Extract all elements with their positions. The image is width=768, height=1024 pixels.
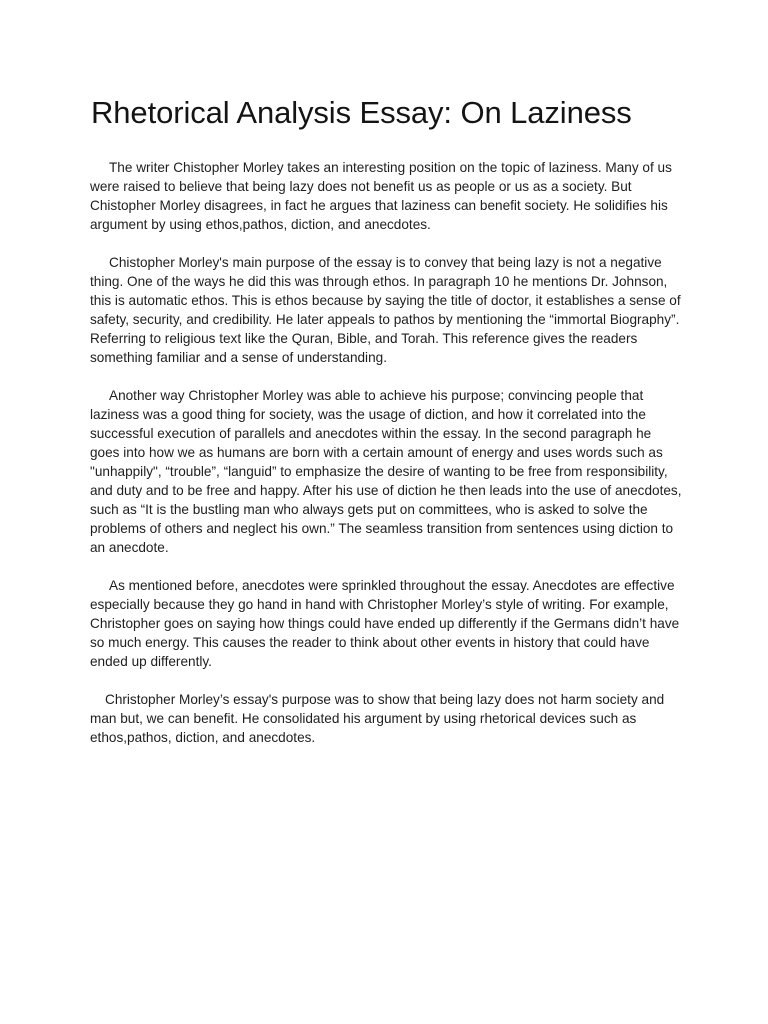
paragraph-diction: Another way Christopher Morley was able to achieve his purpose; convincing people that laziness was a good thing for society, was the usage of diction, and how it correlated into the successful execution of parallels and anecdotes within the essay. In the second paragraph he goes into how we as humans are born with a certain amount of energy and uses words such as "unhappily", “trouble”, “languid” to emphasize the desire of wanting to be free from responsibility, and duty and to be free and happy. After his use of diction he then leads into the use of anecdotes, such as “It is the bustling man who always gets put on committees, who is asked to solve the problems of others and neglect his own.” The seamless transition from sentences using diction to an anecdote. — [90, 388, 682, 555]
essay-title: Rhetorical Analysis Essay: On Laziness — [91, 95, 632, 130]
paragraph-anecdotes: As mentioned before, anecdotes were sprinkled throughout the essay. Anecdotes are effective especially because they go hand in hand with Christopher Morley’s style of writing. For example, Christopher goes on saying how things could have ended up differently if the Germans didn’t have so much energy. This causes the reader to think about other events in history that could have ended up differently. — [90, 578, 680, 669]
paragraph-conclusion: Christopher Morley’s essay's purpose was to show that being lazy does not harm society and man but, we can benefit. He consolidated his argument by using rhetorical devices such as ethos,pathos, diction, and anecdotes. — [90, 692, 665, 745]
paragraph-ethos-pathos: Chistopher Morley's main purpose of the essay is to convey that being lazy is not a negative thing. One of the ways he did this was through ethos. In paragraph 10 he mentions Dr. Johnson, this is automatic ethos. This is ethos because by saying the title of doctor, it establishes a sense of safety, security, and credibility. He later appeals to pathos by mentioning the “immortal Biography”. Referring to religious text like the Quran, Bible, and Torah. This reference gives the readers something familiar and a sense of understanding. — [90, 255, 681, 365]
essay-body — [90, 158, 684, 766]
paragraph-intro: The writer Chistopher Morley takes an interesting position on the topic of laziness. Many of us were raised to believe that being lazy does not benefit us as people or us as a society. But Chistopher Morley disagrees, in fact he argues that laziness can benefit society. He solidifies his argument by using ethos,pathos, diction, and anecdotes. — [90, 160, 672, 232]
